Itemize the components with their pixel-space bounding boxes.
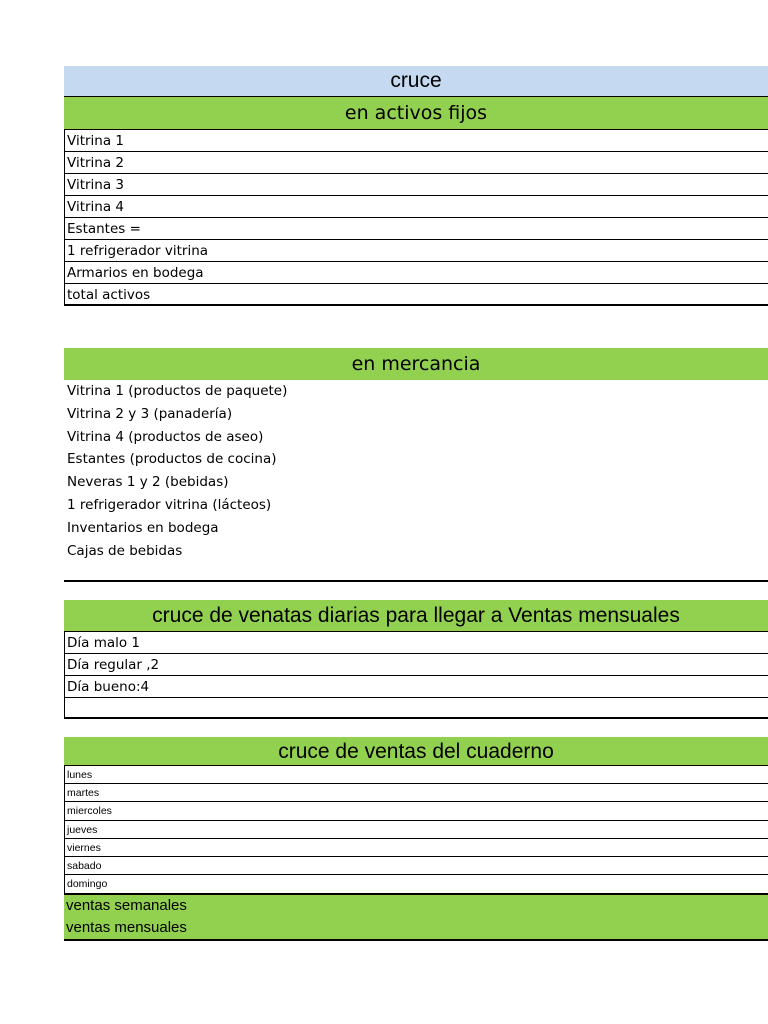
list-item: Estantes (productos de cocina) bbox=[67, 451, 277, 468]
list-item: 1 refrigerador vitrina bbox=[64, 240, 768, 262]
list-item bbox=[64, 698, 768, 719]
list-item: Vitrina 4 bbox=[64, 196, 768, 218]
list-item: Vitrina 3 bbox=[64, 174, 768, 196]
list-item: lunes bbox=[64, 766, 768, 784]
activos-section bbox=[64, 96, 768, 306]
list-item: viernes bbox=[64, 839, 768, 857]
activos-list bbox=[64, 130, 768, 306]
cuaderno-header: cruce de ventas del cuaderno bbox=[64, 737, 768, 766]
sheet-title: cruce bbox=[64, 66, 768, 96]
list-item: Vitrina 2 y 3 (panadería) bbox=[67, 405, 233, 422]
list-item: Vitrina 4 (productos de aseo) bbox=[67, 428, 264, 445]
ventas-diarias-header: cruce de venatas diarias para llegar a Ventas mensuales bbox=[64, 600, 768, 632]
list-item: Cajas de bebidas bbox=[67, 542, 183, 559]
total-mensual: ventas mensuales bbox=[66, 919, 187, 937]
divider bbox=[64, 580, 768, 582]
list-item: Armarios en bodega bbox=[64, 262, 768, 284]
list-item: Vitrina 1 bbox=[64, 130, 768, 152]
list-item: total activos bbox=[64, 284, 768, 306]
list-item: 1 refrigerador vitrina (lácteos) bbox=[67, 496, 272, 513]
list-item: jueves bbox=[64, 821, 768, 839]
mercancia-header: en mercancia bbox=[64, 348, 768, 380]
cuaderno-section bbox=[64, 737, 768, 941]
ventas-diarias-section bbox=[64, 600, 768, 719]
list-item: miercoles bbox=[64, 802, 768, 820]
list-item: Día bueno:4 bbox=[64, 676, 768, 698]
mercancia-section bbox=[64, 348, 768, 562]
list-item: Inventarios en bodega bbox=[67, 519, 219, 536]
list-item: Neveras 1 y 2 (bebidas) bbox=[67, 474, 229, 491]
list-item: martes bbox=[64, 784, 768, 802]
totals-block bbox=[64, 893, 768, 941]
list-item: Vitrina 1 (productos de paquete) bbox=[67, 383, 288, 399]
total-semanal: ventas semanales bbox=[66, 897, 187, 915]
list-item: Vitrina 2 bbox=[64, 152, 768, 174]
list-item: Día regular ,2 bbox=[64, 654, 768, 676]
list-item: domingo bbox=[64, 875, 768, 893]
list-item: Día malo 1 bbox=[64, 632, 768, 654]
activos-header: en activos fijos bbox=[64, 96, 768, 130]
list-item: sabado bbox=[64, 857, 768, 875]
list-item: Estantes = bbox=[64, 218, 768, 240]
